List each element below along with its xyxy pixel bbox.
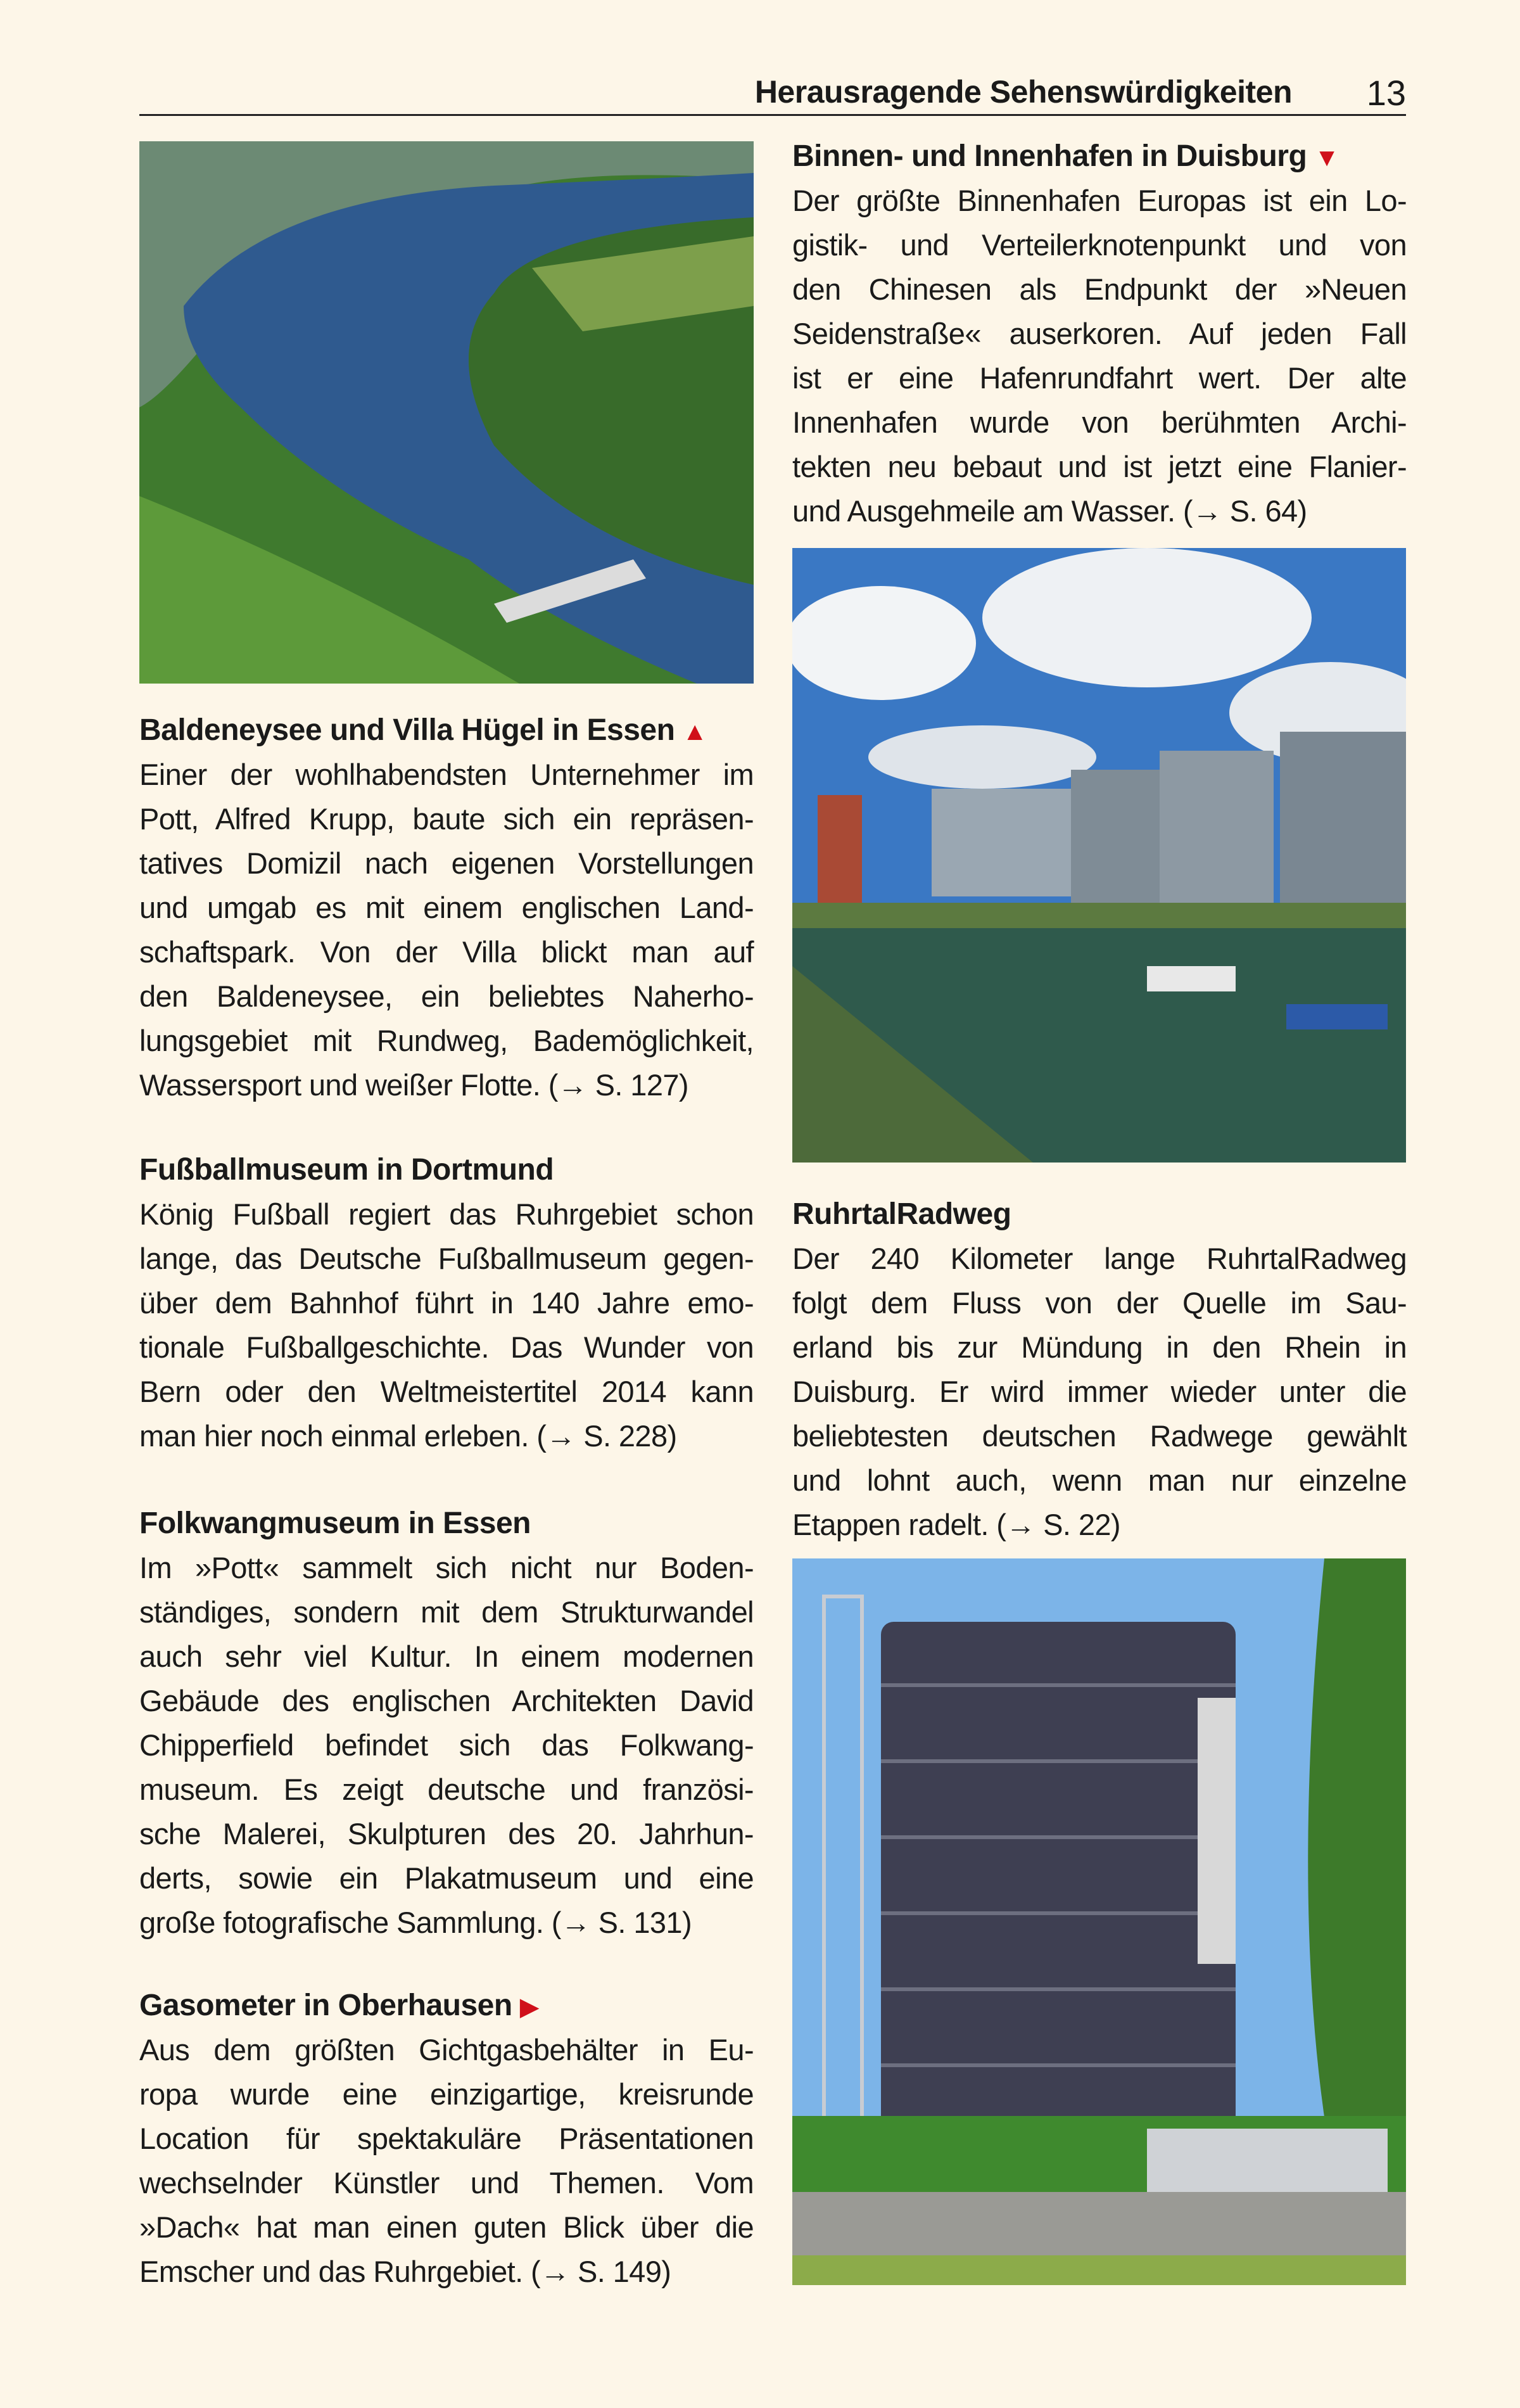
body-text-line: tionale Fußballgeschichte. Das Wunder von [139,1330,754,1364]
body-text-line: sche Malerei, Skulpturen des 20. Jahrhun- [139,1817,754,1851]
body-text-line: König Fußball regiert das Ruhrgebiet schon [139,1197,754,1231]
body-text-line: Gebäude des englischen Architekten David [139,1684,754,1717]
body-text-line: große fotografische Sammlung. (→ S. 131) [139,1906,692,1939]
body-text-line: »Dach« hat man einen guten Blick über die [139,2210,754,2244]
body-text-line: auch sehr viel Kultur. In einem modernen [139,1640,754,1673]
body-text-line: Emscher und das Ruhrgebiet. (→ S. 149) [139,2255,671,2288]
section-folkwang [139,1501,754,1945]
section-fussballmuseum [139,1148,754,1458]
running-header [139,68,1406,116]
body-text-line: man hier noch einmal erleben. (→ S. 228) [139,1419,677,1453]
body-text-line: Einer der wohlhabendsten Unternehmer im [139,758,754,791]
section-title: Gasometer in Oberhausen [139,1989,512,2022]
body-text-line: Etappen radelt. (→ S. 22) [792,1508,1120,1541]
section-title: RuhrtalRadweg [792,1197,1011,1231]
body-text-line: lungsgebiet mit Rundweg, Bademöglichkeit, [139,1024,754,1057]
body-text-line: Aus dem größten Gichtgasbehälter in Eu- [139,2033,754,2067]
body-text-line: Location für spektakuläre Präsentationen [139,2122,754,2155]
section-heading [139,1501,754,1546]
section-heading [139,1984,754,2028]
map-marker-icon: ▲ [682,718,707,746]
body-text-line: Der 240 Kilometer lange RuhrtalRadweg [792,1242,1407,1275]
body-text-line: tekten neu bebaut und ist jetzt eine Flanier- [792,450,1407,483]
section-title: Fußballmuseum in Dortmund [139,1153,554,1187]
page-number: 13 [1366,73,1406,113]
body-text-line: beliebtesten deutschen Radwege gewählt [792,1419,1407,1453]
body-text-line: ist er eine Hafenrundfahrt wert. Der alte [792,361,1407,395]
section-heading [792,1192,1407,1237]
photo-baldeneysee [139,141,754,684]
body-text-line: Bern oder den Weltmeistertitel 2014 kann [139,1375,754,1408]
body-text-line: und Ausgehmeile am Wasser. (→ S. 64) [792,494,1307,528]
body-text-line: wechselnder Künstler und Themen. Vom [139,2166,754,2200]
section-heading [792,134,1407,179]
section-baldeneysee [139,708,754,1107]
body-text-line: Duisburg. Er wird immer wieder unter die [792,1375,1407,1408]
body-text-line: museum. Es zeigt deutsche und französi- [139,1773,754,1806]
body-text-line: Der größte Binnenhafen Europas ist ein Lo- [792,184,1407,217]
section-title: Binnen- und Innenhafen in Duisburg [792,139,1307,173]
body-text-line: lange, das Deutsche Fußballmuseum gegen- [139,1242,754,1275]
body-text-line: derts, sowie ein Plakatmuseum und eine [139,1861,754,1895]
section-title: Folkwangmuseum in Essen [139,1507,531,1540]
body-text-line: den Baldeneysee, ein beliebtes Naherho- [139,979,754,1013]
map-marker-icon: ▶ [519,1993,539,2021]
body-text-line: Wassersport und weißer Flotte. (→ S. 127) [139,1068,688,1102]
body-text-line: Pott, Alfred Krupp, baute sich ein repräsen- [139,802,754,836]
section-heading [139,1148,754,1192]
body-text-line: den Chinesen als Endpunkt der »Neuen [792,272,1407,306]
body-text-line: Chipperfield befindet sich das Folkwang- [139,1728,754,1762]
body-text-line: erland bis zur Mündung in den Rhein in [792,1330,1407,1364]
section-gasometer [139,1984,754,2294]
section-heading [139,708,754,753]
section-binnenhafen [792,134,1407,533]
body-text-line: Seidenstraße« auserkoren. Auf jeden Fall [792,317,1407,350]
photo-innenhafen [792,548,1406,1163]
body-text-line: Innenhafen wurde von berühmten Archi- [792,405,1407,439]
body-text-line: ropa wurde eine einzigartige, kreisrunde [139,2077,754,2111]
photo-gasometer [792,1558,1406,2285]
body-text-line: gistik- und Verteilerknotenpunkt und von [792,228,1407,262]
chapter-title: Herausragende Sehenswürdigkeiten [754,74,1292,110]
section-title: Baldeneysee und Villa Hügel in Essen [139,713,675,747]
body-text-line: und umgab es mit einem englischen Land- [139,891,754,924]
body-text-line: folgt dem Fluss von der Quelle im Sau- [792,1286,1407,1320]
map-marker-icon: ▼ [1314,144,1340,172]
body-text-line: ständiges, sondern mit dem Strukturwandel [139,1595,754,1629]
body-text-line: und lohnt auch, wenn man nur einzelne [792,1463,1407,1497]
body-text-line: Im »Pott« sammelt sich nicht nur Boden- [139,1551,754,1584]
body-text-line: tatives Domizil nach eigenen Vorstellungen [139,846,754,880]
section-ruhrtalradweg [792,1192,1407,1547]
body-text-line: über dem Bahnhof führt in 140 Jahre emo- [139,1286,754,1320]
body-text-line: schaftspark. Von der Villa blickt man auf [139,935,754,969]
